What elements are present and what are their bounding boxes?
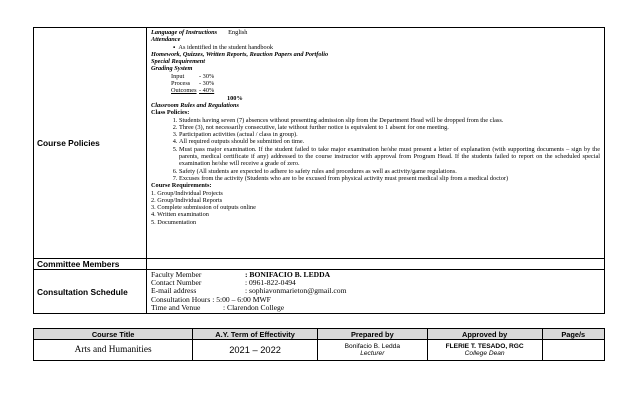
list-item: 7. Excuses from the activity (Students who are to be excused from physical activity must present medical slip from a medical doctor) [179,175,600,182]
prepared-by [317,340,427,361]
pages [542,340,604,361]
consultation-schedule-row [34,270,605,314]
list-item: 1. Group/Individual Projects [151,189,223,197]
list-item: 4. All required outputs should be submitted on time. [179,138,600,145]
list-item: 6. Safety (All students are expected to adhere to safety rules and procedures as well as activity/game regulations. [179,168,600,175]
course-policies-content [147,28,605,259]
course-policies-table [33,27,605,314]
footer-value-row [34,340,605,361]
contact-number: : 0961-822-0494 [245,278,296,288]
grading-system-label: Grading System [151,65,193,73]
list-item: 4. Written examination [151,211,209,219]
list-item: 2. Group/Individual Reports [151,196,223,204]
email-address: : sophiavonmarieton@gmail.com [245,286,347,296]
homework-label: Homework, Quizzes, Written Reports, Reaction Papers and Portfolio [151,50,329,58]
prepared-name: Bonifacio B. Ledda [344,342,400,350]
consultation-schedule-content: Faculty Member : BONIFACIO B. LEDDA Contact Number : 0961-822-0494 E-mail address : sophiavonmarieton@gmail.com Consultation Hours : 5:00 – 6:00 MWF Time and Venue : Clarendon College [147,270,605,314]
term-effectivity: 2021 – 2022 [193,340,318,361]
prepared-role: Lecturer [360,350,385,357]
course-requirements-label: Course Requirements: [151,182,212,190]
consultation-schedule-label: Consultation Schedule [34,270,147,314]
course-title: Arts and Humanities [34,340,193,361]
list-item: 1. Students having seven (7) absences without presenting admission slip from the Department Head will be dropped from the class. [179,117,600,124]
list-item: 2. Three (3), not necessarily consecutive, late without further notice is equivalent to 1 absent for one meeting. [179,124,600,131]
special-requirement-label: Special Requirement [151,58,206,66]
course-policies-row [34,28,605,259]
class-policies-label: Class Policies: [151,109,190,117]
course-info-footer [33,328,605,361]
footer-header: Course Title [34,329,193,340]
attendance-label: Attendance [151,36,181,44]
committee-members-row [34,259,605,270]
footer-header: Page/s [542,329,604,340]
list-item: 5. Documentation [151,218,197,226]
bullet-icon: ▪ [173,43,176,51]
consultation-hours: : 5:00 – 6:00 MWF [212,294,271,304]
approved-name: FLERIE T. TESADO, RGC [445,342,524,350]
list-item: 3. Participation activities (actual / class in group). [179,131,600,138]
attendance-bullet: As identified in the student handbook [178,43,274,51]
footer-header: Prepared by [317,329,427,340]
venue: : Clarendon College [223,302,285,312]
list-item: 3. Complete submission of outputs online [151,204,256,212]
grading-row: Process - 30% [171,80,215,88]
classroom-rules-label: Classroom Rules and Regulations [151,101,240,109]
language-value: English [228,29,248,36]
grading-row: Outcomes - 40% [171,87,215,95]
list-item: 5. Must pass major examination. If the student failed to take major examination he/she must present a letter of explanation (with supporting documents – sign by the parents, medical certificate if any) addressed to the course instructor with approval from Program Head. If the students failed to report on the scheduled special examination he/she will receive a grade of zero. [179,146,600,168]
committee-members-label: Committee Members [34,259,147,270]
language-label: Language of Instructions [151,29,218,36]
footer-header: Approved by [427,329,542,340]
footer-header-row [34,329,605,340]
course-policies-label: Course Policies [34,28,147,259]
class-policies-list [151,117,600,183]
faculty-name: : BONIFACIO B. LEDDA [245,270,331,279]
approved-by [427,340,542,361]
footer-header: A.Y. Term of Effectivity [193,329,318,340]
grading-total: 100% [227,94,243,102]
grading-row: Input - 30% [171,72,215,80]
committee-members-content [147,259,605,270]
approved-role: College Dean [464,350,505,357]
